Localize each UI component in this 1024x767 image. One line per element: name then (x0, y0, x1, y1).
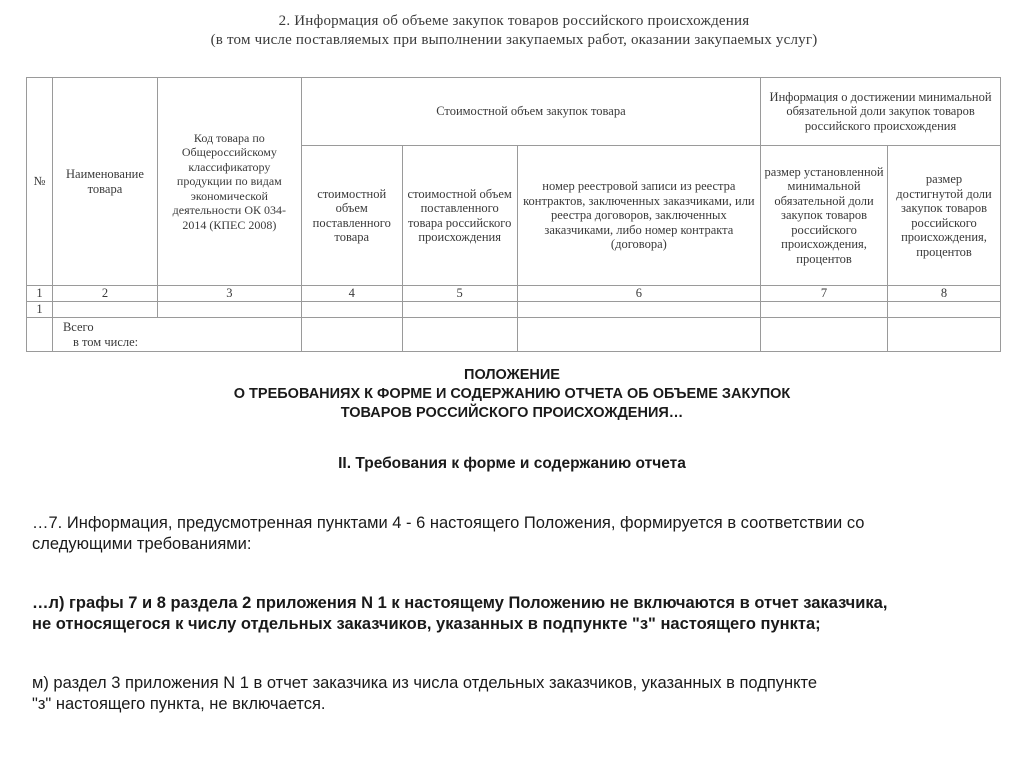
header-code: Код товара по Общероссийскому классификатору продукции по видам экономической деятельности ОК 034-2014 (КПЕС 2008) (157, 78, 301, 286)
index-cell: 5 (402, 286, 517, 302)
form-title (26, 12, 1002, 50)
header-col7: размер установленной минимальной обязательной доли закупок товаров российского происхождения, процентов (761, 146, 888, 286)
total-label (52, 318, 301, 352)
total-label-line2: в том числе: (72, 334, 139, 349)
heading-line1: ПОЛОЖЕНИЕ (464, 367, 560, 383)
paragraph-l-line2: не относящегося к числу отдельных заказчиков, указанных в подпункте "з" настоящего пункта; (32, 615, 821, 633)
header-col5: стоимостной объем поставленного товара российского происхождения (402, 146, 517, 286)
index-cell: 8 (888, 286, 1001, 302)
report-table (26, 77, 1001, 352)
paragraph-7-line1: …7. Информация, предусмотренная пунктами 4 - 6 настоящего Положения, формируется в соответствии со (32, 514, 865, 532)
row-number: 1 (27, 302, 53, 318)
header-info-group: Информация о достижении минимальной обязательной доли закупок товаров российского происхождения (761, 78, 1001, 146)
index-row (27, 286, 1001, 302)
heading-line2: О ТРЕБОВАНИЯХ К ФОРМЕ И СОДЕРЖАНИЮ ОТЧЕТА ОБ ОБЪЕМЕ ЗАКУПОК (233, 386, 791, 402)
paragraph-m (32, 673, 1002, 715)
total-row (27, 318, 1001, 352)
header-cost-group: Стоимостной объем закупок товара (301, 78, 760, 146)
index-cell: 7 (761, 286, 888, 302)
header-col6: номер реестровой записи из реестра контрактов, заключенных заказчиками, или реестра договоров, заключенных заказчиками, либо номер контракта (договора) (517, 146, 760, 286)
header-col4: стоимостной объем поставленного товара (301, 146, 402, 286)
paragraph-m-line2: "з" настоящего пункта, не включается. (32, 695, 326, 713)
section-title: II. Требования к форме и содержанию отчета (338, 455, 686, 472)
paragraph-l (32, 593, 1002, 635)
index-cell: 6 (517, 286, 760, 302)
total-label-line1: Всего (62, 320, 94, 334)
paragraph-l-line1: …л) графы 7 и 8 раздела 2 приложения N 1 к настоящему Положению не включаются в отчет заказчика, (32, 594, 888, 612)
form-title-line1: 2. Информация об объеме закупок товаров российского происхождения (278, 13, 750, 29)
data-row (27, 302, 1001, 318)
paragraph-7 (32, 513, 1002, 555)
header-name: Наименование товара (52, 78, 157, 286)
regulation-heading (0, 366, 1024, 423)
scanned-form-image (26, 8, 1002, 358)
paragraph-m-line1: м) раздел 3 приложения N 1 в отчет заказчика из числа отдельных заказчиков, указанных в подпункте (32, 674, 818, 692)
paragraph-7-line2: следующими требованиями: (32, 535, 252, 553)
index-cell: 4 (301, 286, 402, 302)
header-col8: размер достигнутой доли закупок товаров российского происхождения, процентов (888, 146, 1001, 286)
heading-line3: ТОВАРОВ РОССИЙСКОГО ПРОИСХОЖДЕНИЯ… (340, 405, 684, 421)
index-cell: 1 (27, 286, 53, 302)
index-cell: 2 (52, 286, 157, 302)
form-title-line2: (в том числе поставляемых при выполнении закупаемых работ, оказании закупаемых услуг) (210, 32, 818, 48)
header-num: № (27, 78, 53, 286)
index-cell: 3 (157, 286, 301, 302)
